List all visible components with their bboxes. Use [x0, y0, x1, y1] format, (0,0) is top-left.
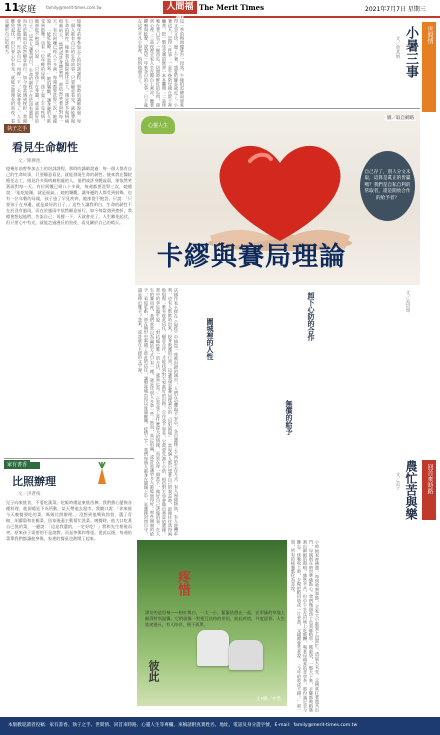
- article-byline: 文／吳培瑋: [405, 290, 410, 313]
- heart-icon: [205, 131, 355, 251]
- column-tag: 回首來時路: [422, 460, 436, 520]
- subheading: 無償的給予: [285, 400, 293, 435]
- article-body-continued: 憶幾年前曾參加志工的培訓課程，那時的講師說過：每一個人都有自己的生命故事，只要願意看見，就能發現生命的韌性。後來我在醫院擔任志工，遇見許多與病痛相處的人，他們或許身體虛弱，卻依然笑著面對每一天。有位阿嬤已經八十多歲，每週都要洗腎三次，她總說：「能吃能睡，就是福氣。」她的樂觀，讓身邊的人都受到鼓舞。也有一位年輕的母親，孩子患了罕見疾病，她卻從不抱怨，只說：「只要孩子在身邊，就是最好的日子。」這些人讓我明白，生命的韌性不在於沒有風雨，而在於風雨中依然願意前行。如今每當遇到挫折，我總會想起他們，告訴自己：再撐一下，天就會亮了。人生難免起伏，但只要心中有光，就能走過漫長的黑夜，看見屬於自己的晴天。: [5, 19, 82, 123]
- column-tag: 家有書香: [4, 460, 30, 469]
- article-body: 憶幾年前曾參加志工的培訓課程，那時的講師說過：每一個人都有自己的生命故事，只要願意看見，就能發現生命的韌性。後來我在醫院擔任志工，遇見許多與病痛相處的人，他們或許身體虛弱，卻依然笑著面對每一天。有位阿嬤已經八十多歲，每週都要洗腎三次，她總說：「能吃能睡，就是福氣。」她的樂觀，讓身邊的人都受到鼓舞。也有一位年輕的母親，孩子患了罕見疾病，她卻從不抱怨，只說：「只要孩子在身邊，就是最好的日子。」這些人讓我明白，生命的韌性不在於沒有風雨，而在於風雨中依然願意前行。如今每當遇到挫折，我總會想起他們，告訴自己：再撐一下，天就會亮了。人生難免起伏，但只要心中有光，就能走過漫長的黑夜，看見屬於自己的晴天。: [6, 166, 132, 225]
- carrot-icon: [95, 462, 109, 486]
- column-badge: 心靈人生: [141, 116, 175, 134]
- divider: [4, 458, 134, 459]
- image-credit: 文•圖／亦墨: [255, 697, 281, 702]
- column-title-block: [392, 26, 420, 96]
- article-body: 法國作家卡繆在《鼠疫》中描寫一座被封鎖的城市，人們在恐懼與不安中，各自選擇了不同的生存方式。有人囤積物資，有人趁機牟利，也有人默默站出來，投身救護的行列。這讓我想起賽局理論中的「囚犯困境」：當每個人都只想著自己的利益時，最後往往落得兩敗俱傷；唯有彼此信任、願意合作，才能找到對大家都好的出路。合作並不容易，它需要先卸下心防，相信對方也會做出善意的選擇。書中的李厄醫生說：「對抗瘟疫唯一的方法，就是正直。」正直並不是什麼偉大的情操，而是在每一個當下，做好自己該做的事。在人生的賽局裡，我們常常以為贏的方式只有一種，就是比別人多拿一些；然而，真正的贏，或許是讓更多人都能過得好。那些無償的給予，看似吃虧，卻在無形中累積了彼此的信任，讓整座城市得以度過難關。疫情之下，我們每個人都身在圍城之中，是選擇封閉自守，還是伸出雙手？答案，或許就在卡繆的文字裡。: [138, 288, 179, 536]
- calligraphy: 彼此: [147, 660, 160, 682]
- article-title: 看見生命韌性: [12, 141, 78, 154]
- article-byline: 文／曾其炳: [395, 36, 400, 59]
- section-name: 家庭: [18, 5, 37, 15]
- page-header: [0, 0, 440, 25]
- newspaper-logo-en: The Merit Times: [199, 3, 265, 12]
- divider: [135, 108, 420, 109]
- subheading: 圍城裡的人性: [206, 318, 214, 360]
- headline: 卡繆與賽局理論: [157, 242, 347, 272]
- pull-quote: 自己存了，別人分文未取，這算是眞正的皆贏嗎？我們是自私自利的常取者，還是開放合作的給予者？: [360, 151, 415, 221]
- page-number: 11: [4, 1, 20, 14]
- hero-image: [135, 111, 420, 285]
- issue-date: 2021年7月7日 星期三: [365, 6, 426, 13]
- article-body: 這一季的梅雨總算告一段落，午後的雷陣雨卻來得又急又快。過了小暑，盛夏的腳步就近了。小暑這天，記得三件事：一是午後陪母親在院子裡曬書，把一整年受潮的舊書一本本攤開；二是傍晚在巷口買了一顆西瓜，切開時鮮紅的瓜肉，甜到心裡；三是夜裡全家人坐在陽台上乘涼，聽著蟬鳴與蛙聲，說說這一年來各自的心事。日子就在這些平凡小事裡，悄悄地過去了。: [138, 19, 185, 107]
- article-body: 小時候家裡務農，每到收割季節，全家大小都要下田幫忙。清晨天未亮，父親就扛著農具出門，母親則在廚房準備點心。我們幾個孩子負責綁稻草、搬穀袋，一整天下來，手腳都被稻葉割出細細的傷痕。雖然辛苦，但中午坐在田埂上吃飯糰，喝著母親煮的青草茶，那份滿足至今難忘。傍晚收工時，夕陽把稻田染成一片金黃，父親總會笑著說：「今年的收成不錯！」那一刻，所有的疲憊都化為喜悅。: [291, 540, 320, 712]
- submission-footer: 本版歡迎讀者投稿：家有書香、執子之手、世間情、回首來時路、心靈人生等專欄，來稿請附真實姓名、地址、電話及身分證字號，E-mail：family@merit-times.com.tw: [0, 717, 440, 735]
- section-email[interactable]: family@merit-times.com.tw: [46, 5, 102, 10]
- article-body: 兒子向來挑食，不愛吃蔬菜，吃飯時總是東挑西揀。我們費心變換各種料理，他卻總是不為所動。某天帶他去超市，我隨口說：「你來挑今天晚餐要吃的菜，媽媽比照辦理。」沒想到他興致勃勃，選了青椒、胡蘿蔔和花椰菜，回家後還主動幫忙洗菜。晚餐時，他大口吃著自己挑的菜，一邊說：「這是我選的，一定好吃！」我和先生相視而笑。原來孩子需要的不是說教，而是參與和尊重。從此以後，每週的菜單我們都讓他參與，家裡的餐桌也熱鬧了起來。: [6, 500, 132, 541]
- newspaper-logo: 人間福報: [163, 1, 197, 14]
- column-tag: 執子之手: [4, 124, 30, 133]
- article-byline: 文／芸子: [395, 472, 400, 490]
- column-tag: 世間情: [422, 22, 436, 112]
- article-byline: 文／陳柳池: [18, 159, 41, 164]
- calligraphy: 疼惜: [175, 570, 190, 596]
- article-title: 小暑三事: [403, 26, 418, 78]
- article-byline: 文／洪蒼梅: [18, 492, 41, 497]
- image-caption: 漂亮的造型椅——粉紅與白，一大一小，緊緊依偎在一起，在翠綠的草地上顯得特別溫馨。它們就像一對相互扶持的伴侶，彼此疼惜，共度晨昏。人生旅途漫長，有人陪伴，便不孤單。: [145, 610, 285, 627]
- subheading: 卸下心防的合作: [307, 292, 315, 341]
- article-title: 比照辦理: [12, 475, 56, 488]
- article-title: 農忙苦與樂: [404, 460, 418, 520]
- image-credit: 圖／取自網路: [387, 116, 414, 121]
- column-title-block: [392, 460, 420, 550]
